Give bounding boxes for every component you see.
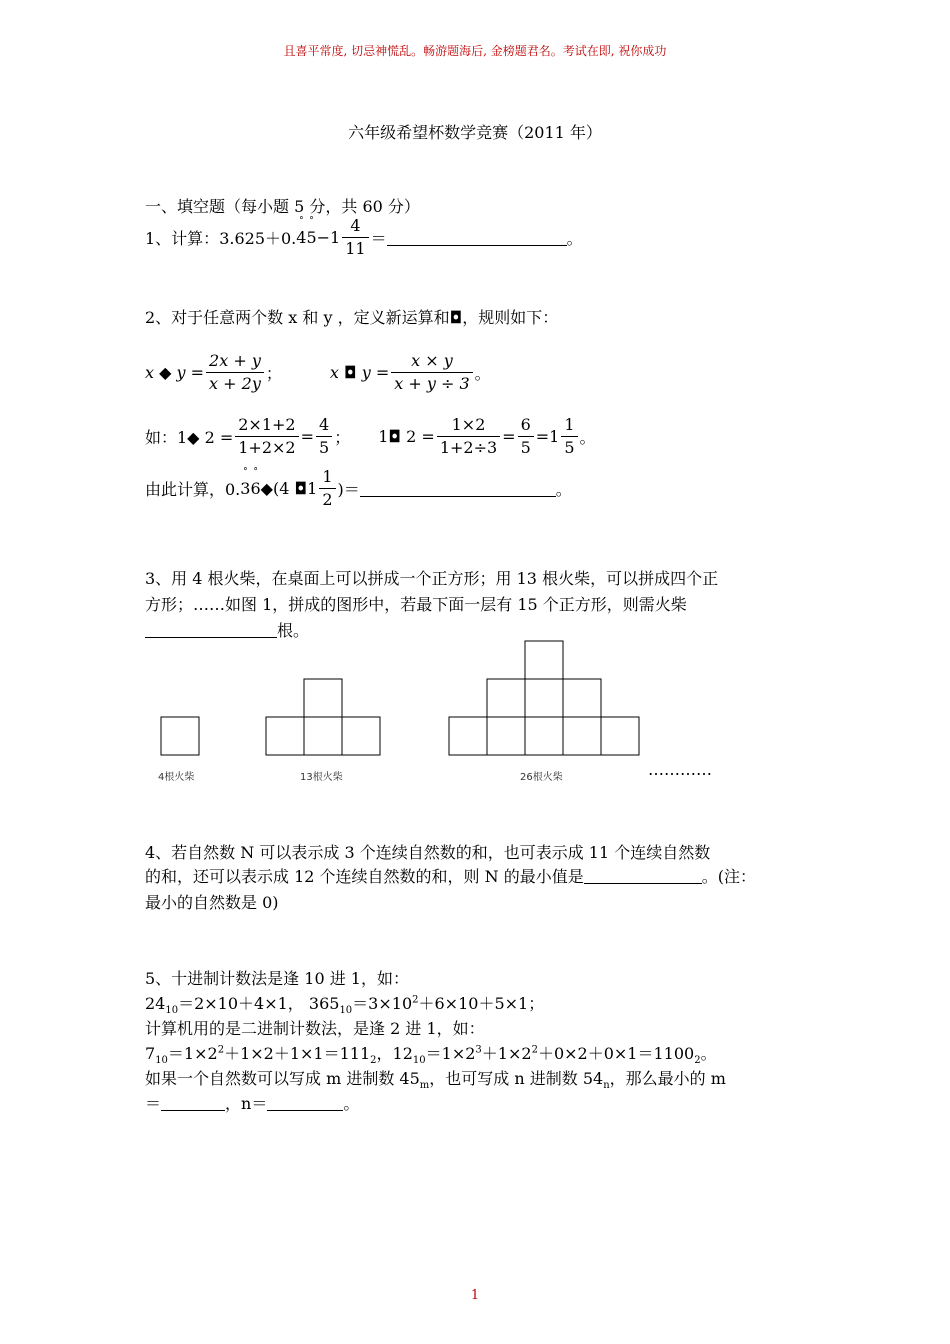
q2-ex2-mixed bbox=[561, 414, 577, 459]
q3-line-2: 方形；……如图 1，拼成的图形中，若最下面一层有 15 个正方形，则需火柴 bbox=[145, 595, 687, 614]
q5-l2-a-sub: 10 bbox=[165, 1005, 179, 1017]
question-1 bbox=[145, 215, 583, 260]
fig3-square-r3-1 bbox=[449, 717, 487, 755]
q5-l4-d-sub: 10 bbox=[412, 1055, 426, 1067]
q2-intro: 2、对于任意两个数 x 和 y ，定义新运算和◘，规则如下： bbox=[145, 308, 559, 327]
q2-def2-fraction bbox=[391, 350, 472, 395]
q4-line-3: 最小的自然数是 0) bbox=[145, 893, 279, 912]
q2-calc-end: 。 bbox=[555, 480, 572, 499]
q1-end: 。 bbox=[566, 229, 583, 248]
q2-ex-prefix: 如：1◆ 2 = bbox=[145, 428, 234, 447]
fig3-square-r3-3 bbox=[525, 717, 563, 755]
q5-l6-c: 。 bbox=[343, 1094, 360, 1113]
q2-answer-blank[interactable] bbox=[360, 480, 556, 497]
q5-l5-b: ，也可写成 n 进制数 54 bbox=[429, 1069, 604, 1088]
figure-2-squares bbox=[266, 679, 380, 755]
q5-line-1: 5、十进制计数法是逢 10 进 1，如： bbox=[145, 969, 409, 988]
q5-l4-e-sup: 3 bbox=[475, 1044, 482, 1056]
q1-repeat-digit-2: ° 5 bbox=[306, 228, 316, 247]
q5-l4-b-sup: 2 bbox=[217, 1044, 225, 1056]
q2-ex2-denominator: 1+2÷3 bbox=[439, 438, 498, 457]
q5-l5-a: 如果一个自然数可以写成 m 进制数 45 bbox=[145, 1069, 420, 1088]
fig-ellipsis: ………… bbox=[648, 760, 712, 779]
q5-l4-g: ＋0×2＋0×1＝1100 bbox=[537, 1044, 695, 1063]
q5-line-6 bbox=[145, 1091, 359, 1114]
q2-def1-fraction bbox=[206, 350, 264, 395]
q5-l4-c: ＋1×2＋1×1＝111 bbox=[224, 1044, 371, 1063]
q2-ex1-denominator: 1+2×2 bbox=[238, 438, 296, 457]
figure-3-squares bbox=[449, 641, 639, 755]
q4-answer-blank[interactable] bbox=[584, 867, 702, 884]
q5-l2-a: 24 bbox=[145, 994, 166, 1013]
q5-l4-c-sub: 2 bbox=[370, 1055, 377, 1067]
q3-line-3-end: 根。 bbox=[277, 621, 310, 640]
q2-calc-repeat-1: ° 3 bbox=[240, 479, 250, 498]
q2-ex1-fraction bbox=[235, 414, 298, 459]
fig3-square-r3-5 bbox=[601, 717, 639, 755]
q2-def1-denominator: x + 2y bbox=[209, 374, 261, 393]
q4-line-2-a: 的和，还可以表示成 12 个连续自然数的和，则 N 的最小值是 bbox=[145, 867, 584, 886]
q2-ex2-eq2: =1 bbox=[535, 427, 560, 446]
q2-calc-fraction bbox=[319, 466, 335, 511]
q2-def2-lhs: x ◘ y = bbox=[329, 363, 390, 382]
page-number: 1 bbox=[470, 1288, 480, 1303]
q5-line-5 bbox=[145, 1066, 726, 1091]
q1-numerator: 4 bbox=[342, 215, 368, 238]
q5-l5-c: ，那么最小的 m bbox=[609, 1069, 726, 1088]
q2-ex2-result bbox=[518, 414, 534, 459]
q5-l5-b-sub: n bbox=[603, 1080, 610, 1092]
q2-ex1-numerator: 2×1+2 bbox=[235, 414, 298, 437]
q2-ex1-result bbox=[316, 414, 332, 459]
q5-n-answer-blank[interactable] bbox=[267, 1094, 343, 1111]
q5-l4-h: 。 bbox=[700, 1044, 717, 1063]
q1-equals: ＝ bbox=[370, 229, 387, 248]
q5-l4-d: ，12 bbox=[376, 1044, 413, 1063]
q1-denominator: 11 bbox=[345, 239, 366, 258]
q4-line-2 bbox=[145, 864, 756, 887]
q2-calc-den: 2 bbox=[322, 490, 333, 509]
q4-line-2-b: 。(注： bbox=[701, 867, 756, 886]
q5-l4-b: ＝1×2 bbox=[167, 1044, 218, 1063]
q5-l4-g-sub: 2 bbox=[694, 1055, 701, 1067]
q2-def1-numerator: 2x + y bbox=[206, 350, 264, 373]
q2-ex1-eq: = bbox=[300, 427, 315, 446]
fig3-square-r2-1 bbox=[487, 679, 525, 717]
q2-ex2-numerator: 1×2 bbox=[437, 414, 500, 437]
q5-l4-e: ＝1×2 bbox=[425, 1044, 476, 1063]
q5-l4-f: ＋1×2 bbox=[481, 1044, 532, 1063]
q2-ex2-fraction bbox=[437, 414, 500, 459]
q5-l6-a: ＝ bbox=[145, 1094, 162, 1113]
q5-l2-b-sub: 10 bbox=[339, 1005, 353, 1017]
q2-ex2-end: 。 bbox=[579, 428, 596, 447]
q2-ex2-mixed-den: 5 bbox=[564, 438, 575, 457]
q5-l2-d: ＋6×10＋5×1； bbox=[418, 994, 545, 1013]
fig-label-3: 26根火柴 bbox=[520, 772, 563, 783]
fig2-square-bottom-2 bbox=[304, 717, 342, 755]
q2-calc-close: )＝ bbox=[337, 480, 360, 499]
fig3-square-r2-2 bbox=[525, 679, 563, 717]
q5-line-3: 计算机用的是二进制计数法，是逢 2 进 1，如： bbox=[145, 1019, 485, 1038]
q3-line-1: 3、用 4 根火柴，在桌面上可以拼成一个正方形；用 13 根火柴，可以拼成四个正 bbox=[145, 569, 719, 588]
q2-calc-num: 1 bbox=[319, 466, 335, 489]
q2-ex2-result-den: 5 bbox=[520, 438, 531, 457]
fig-label-2: 13根火柴 bbox=[300, 772, 343, 783]
q2-ex1-end: ； bbox=[334, 428, 351, 447]
q2-def2-numerator: x × y bbox=[391, 350, 472, 373]
q2-def2-end: 。 bbox=[474, 364, 491, 383]
q2-def2-denominator: x + y ÷ 3 bbox=[394, 374, 470, 393]
fig2-square-bottom-1 bbox=[266, 717, 304, 755]
fig-label-1: 4根火柴 bbox=[158, 772, 195, 783]
fig2-square-top bbox=[304, 679, 342, 717]
q1-fraction bbox=[342, 215, 368, 260]
q1-minus: −1 bbox=[316, 228, 341, 247]
q5-l2-c: ＝3×10 bbox=[352, 994, 413, 1013]
q4-line-1: 4、若自然数 N 可以表示成 3 个连续自然数的和，也可表示成 11 个连续自然数 bbox=[145, 843, 711, 862]
q1-prefix: 1、计算： bbox=[145, 229, 220, 248]
q2-ex1-result-den: 5 bbox=[319, 438, 330, 457]
q5-l4-a: 7 bbox=[145, 1044, 156, 1063]
q2-ex2-eq: = bbox=[502, 427, 516, 446]
section-heading: 一、填空题（每小题 5 分，共 60 分） bbox=[145, 197, 420, 216]
q5-l4-a-sub: 10 bbox=[155, 1055, 168, 1067]
q2-calc-mid: ◆(4 ◘1 bbox=[260, 479, 318, 498]
fig3-square-r3-4 bbox=[563, 717, 601, 755]
q2-examples bbox=[145, 414, 596, 459]
q2-ex2-result-num: 6 bbox=[518, 414, 534, 437]
figure-1-squares bbox=[161, 717, 199, 755]
q5-l6-b: ，n＝ bbox=[225, 1094, 268, 1113]
fig2-square-bottom-3 bbox=[342, 717, 380, 755]
fig3-square-r1 bbox=[525, 641, 563, 679]
q5-l2-c-sup: 2 bbox=[412, 994, 419, 1006]
q2-calc-repeat-2: ° 6 bbox=[250, 479, 260, 498]
q5-m-answer-blank[interactable] bbox=[161, 1094, 225, 1111]
q1-answer-blank[interactable] bbox=[387, 229, 567, 246]
fig1-square bbox=[161, 717, 199, 755]
matchstick-figure bbox=[0, 630, 950, 790]
q2-ex2-lhs: 1◘ 2 = bbox=[378, 427, 435, 446]
q5-l4-f-sup: 2 bbox=[531, 1044, 538, 1056]
q2-ex2-mixed-num: 1 bbox=[561, 414, 577, 437]
page-title: 六年级希望杯数学竞赛（2011 年） bbox=[348, 123, 602, 142]
q5-l5-a-sub: m bbox=[419, 1080, 430, 1092]
q1-repeat-digit-1: ° 4 bbox=[296, 228, 306, 247]
fig3-square-r2-3 bbox=[563, 679, 601, 717]
q5-line-2 bbox=[145, 991, 544, 1016]
q2-ex1-result-num: 4 bbox=[316, 414, 332, 437]
q2-calc-prefix: 由此计算，0. bbox=[145, 480, 241, 499]
fig3-square-r3-2 bbox=[487, 717, 525, 755]
header-motto: 且喜平常度, 切忌神慌乱。畅游题海后, 金榜题君名。考试在即, 祝你成功 bbox=[283, 44, 667, 58]
q2-def1-end: ； bbox=[265, 364, 282, 383]
q1-expr: 3.625＋0. bbox=[219, 229, 297, 248]
q5-line-4 bbox=[145, 1041, 717, 1066]
q2-def1-lhs: x ◆ y = bbox=[145, 363, 205, 382]
q5-l2-b: ＝2×10＋4×1， 365 bbox=[178, 994, 340, 1013]
q2-definitions bbox=[145, 350, 491, 395]
q2-calculation bbox=[145, 466, 572, 511]
